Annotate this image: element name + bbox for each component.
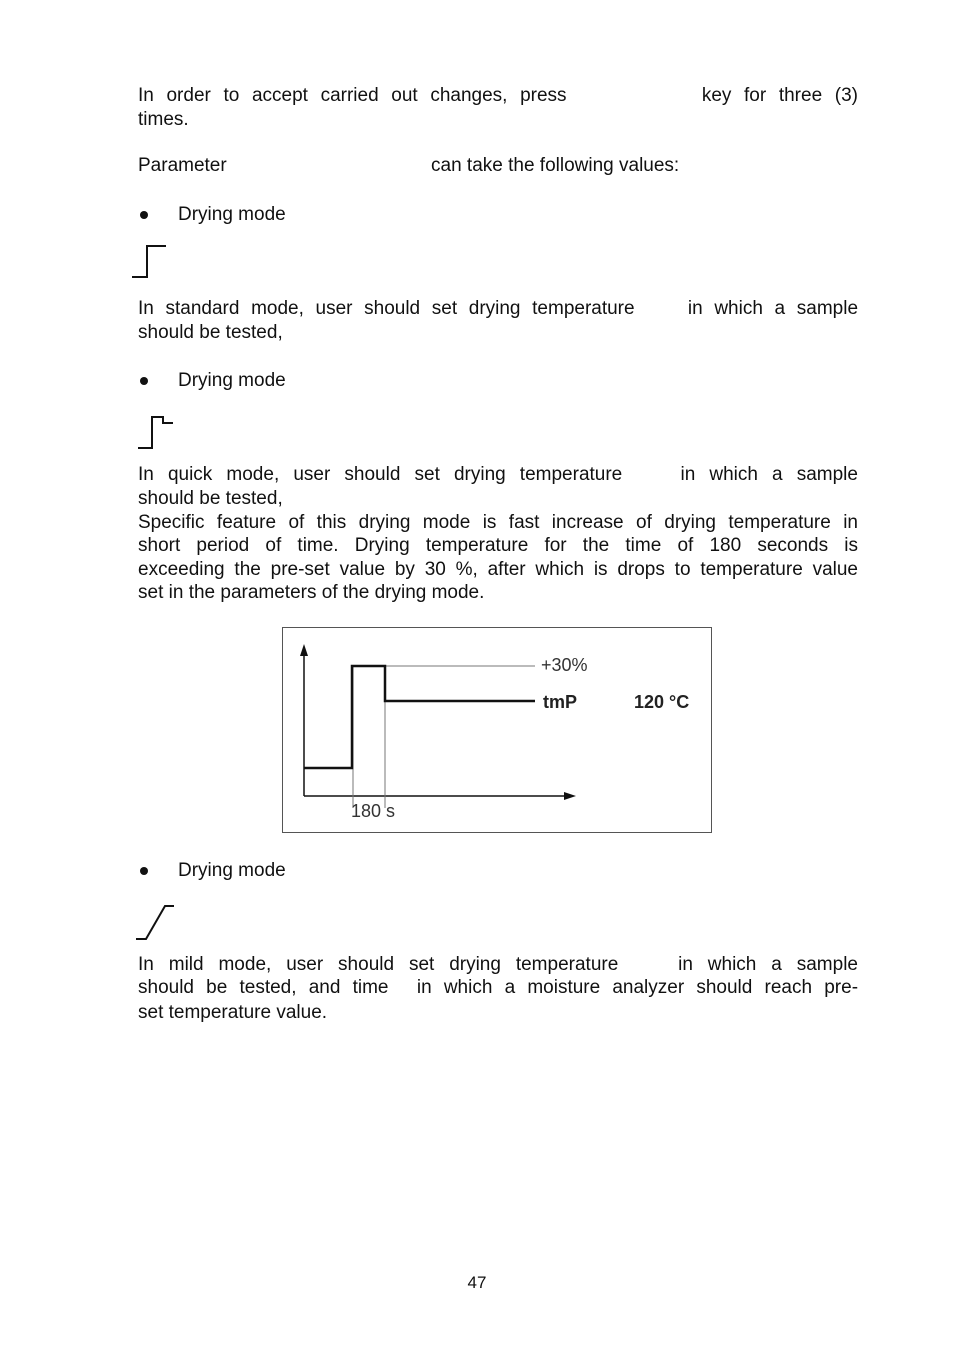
quick-mode-extra-line1: Specific feature of this drying mode is fast increase of drying temperature in bbox=[138, 512, 858, 533]
quick-mode-temperature-diagram bbox=[282, 627, 712, 833]
accept-changes-line bbox=[138, 84, 858, 107]
parameter-values-text: can take the following values: bbox=[431, 155, 680, 176]
quick-mode-desc-line1: In quick mode, user should set drying temperature in which a sample bbox=[138, 464, 858, 485]
page-number: 47 bbox=[467, 1273, 487, 1292]
mild-mode-icon bbox=[134, 902, 178, 942]
standard-mode-desc-line1: In standard mode, user should set drying temperature in which a sample bbox=[138, 298, 859, 319]
drying-mode-standard-label: Drying mode bbox=[178, 204, 286, 225]
quick-mode-extra-line2: short period of time. Drying temperature for the time of 180 seconds is bbox=[138, 535, 858, 556]
quick-mode-desc-line2: should be tested, bbox=[138, 488, 283, 509]
mild-mode-desc-line1: In mild mode, user should set drying temperature in which a sample bbox=[138, 954, 858, 975]
quick-mode-extra-line4: set in the parameters of the drying mode. bbox=[138, 582, 485, 603]
accept-changes-text: In order to accept carried out changes, press bbox=[138, 85, 567, 106]
time-180s-label: 180 s bbox=[351, 801, 396, 821]
standard-mode-desc-line2: should be tested, bbox=[138, 322, 283, 343]
mild-mode-desc-line2: should be tested, and time in which a moisture analyzer should reach pre- bbox=[138, 977, 859, 998]
mild-mode-desc-line3: set temperature value. bbox=[138, 1002, 328, 1023]
standard-mode-icon bbox=[131, 243, 171, 279]
drying-mode-quick-label: Drying mode bbox=[178, 370, 286, 391]
quick-mode-extra-line3: exceeding the pre-set value by 30 %, after which is drops to temperature value bbox=[138, 559, 858, 580]
tmp-label: tmP bbox=[543, 692, 578, 712]
parameter-label: Parameter bbox=[138, 155, 227, 176]
bullet-dot bbox=[140, 211, 148, 219]
plus-thirty-percent-label: +30% bbox=[541, 655, 588, 675]
quick-mode-icon bbox=[137, 413, 177, 451]
times-text: times. bbox=[138, 109, 189, 130]
bullet-dot bbox=[140, 377, 148, 385]
bullet-dot bbox=[140, 867, 148, 875]
key-three-times-text: key for three (3) bbox=[701, 85, 859, 106]
drying-mode-mild-label: Drying mode bbox=[178, 860, 286, 881]
temperature-profile-graph bbox=[283, 628, 711, 832]
temperature-value-label: 120 °C bbox=[634, 692, 690, 712]
